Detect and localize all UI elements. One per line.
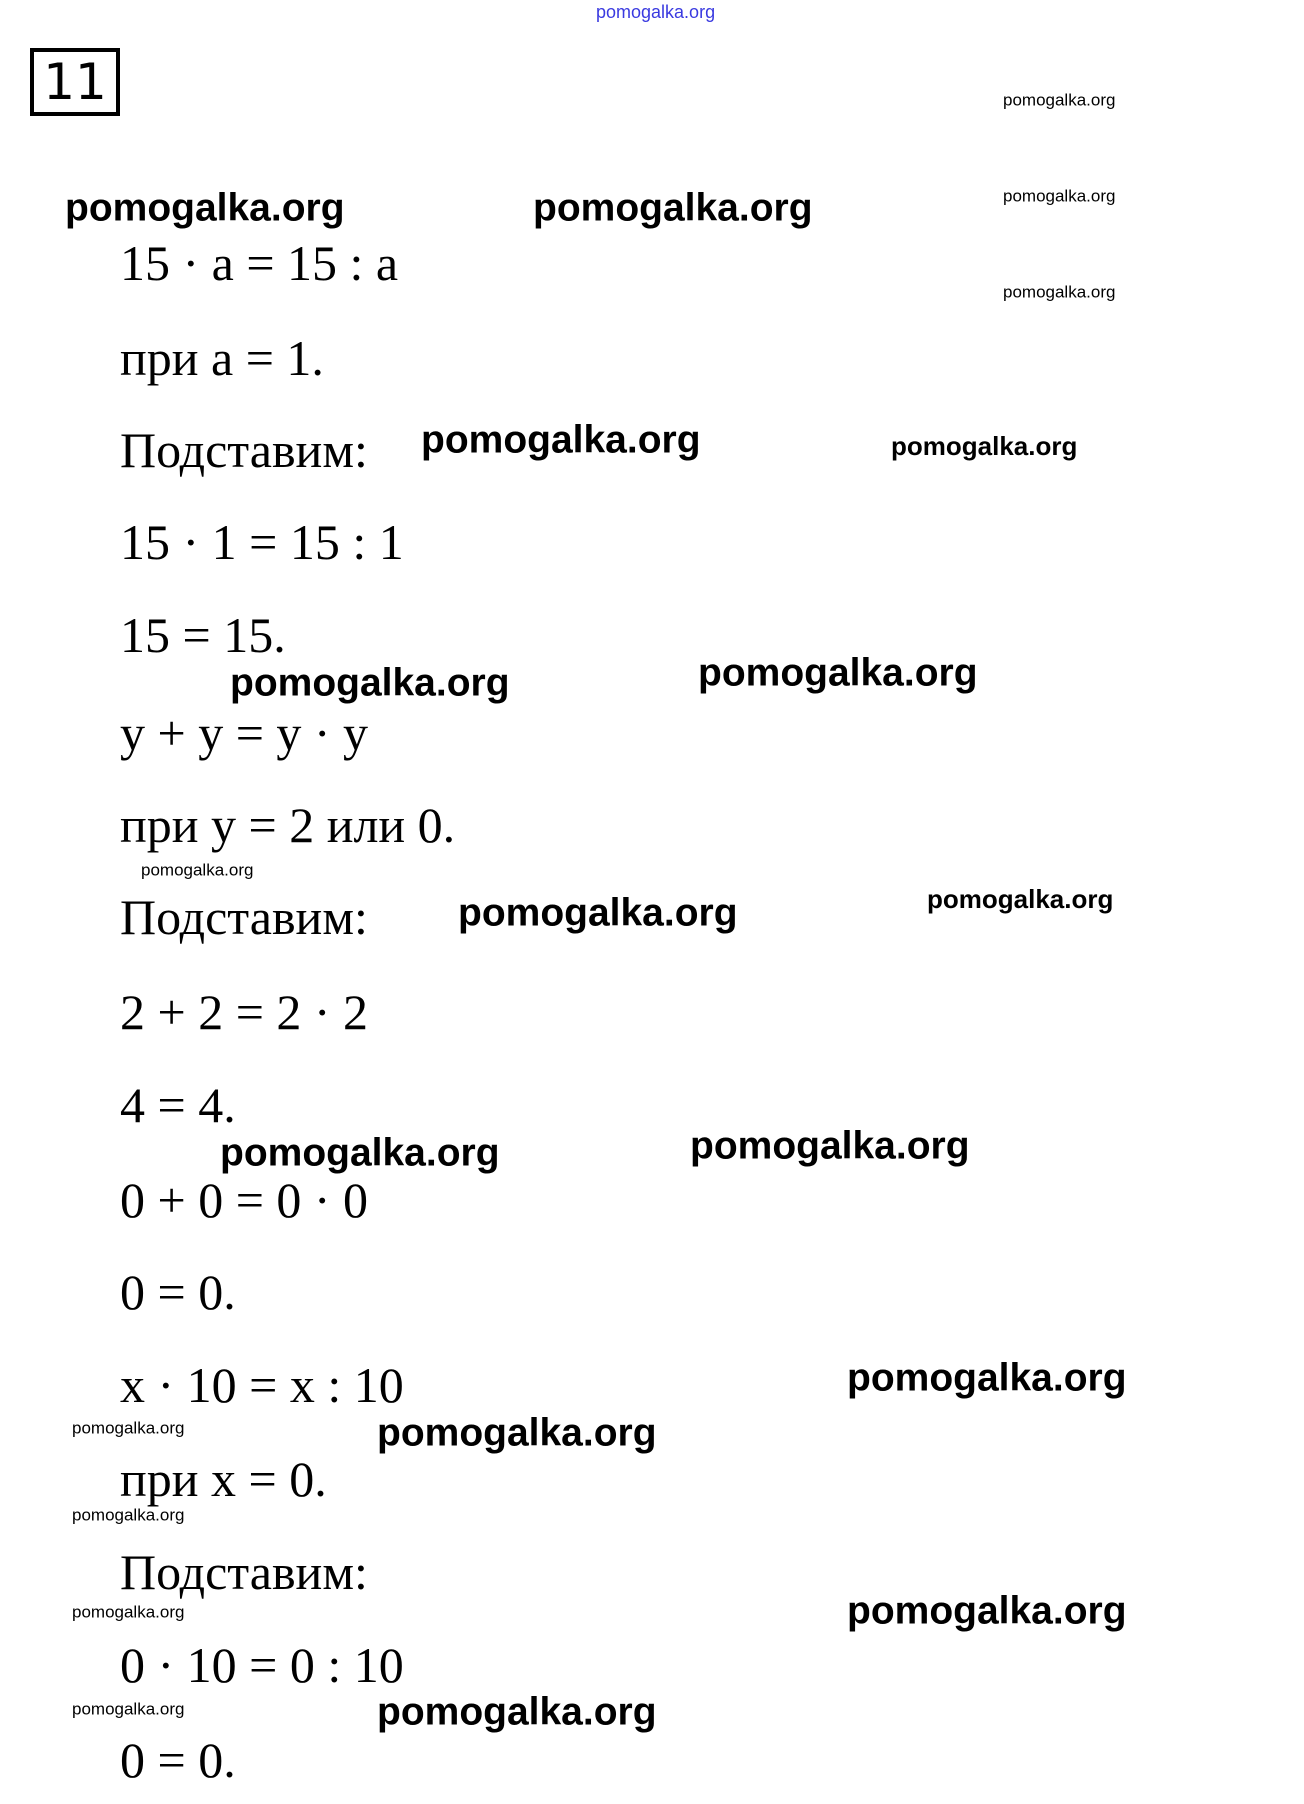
math-line: 0 = 0. (120, 1264, 236, 1320)
watermark: pomogalka.org (891, 431, 1078, 461)
math-line: Подставим: (120, 1544, 368, 1600)
watermark: pomogalka.org (596, 2, 716, 22)
math-line: Подставим: (120, 889, 368, 945)
watermark: pomogalka.org (141, 860, 254, 880)
math-line: при y = 2 или 0. (120, 797, 456, 853)
watermark: pomogalka.org (72, 1418, 185, 1438)
watermark: pomogalka.org (458, 891, 738, 935)
watermark: pomogalka.org (377, 1690, 657, 1734)
watermark: pomogalka.org (72, 1699, 185, 1719)
watermark: pomogalka.org (65, 186, 345, 230)
watermark: pomogalka.org (927, 884, 1114, 914)
watermark: pomogalka.org (421, 418, 701, 462)
watermark: pomogalka.org (1003, 90, 1116, 110)
math-line: 0 · 10 = 0 : 10 (120, 1637, 404, 1693)
watermark: pomogalka.org (533, 186, 813, 230)
math-line: 15 = 15. (120, 607, 286, 663)
watermark: pomogalka.org (72, 1505, 185, 1525)
math-line: 0 + 0 = 0 · 0 (120, 1172, 369, 1228)
watermark: pomogalka.org (698, 651, 978, 695)
watermark: pomogalka.org (230, 661, 510, 705)
problem-number: 11 (30, 48, 120, 116)
watermark: pomogalka.org (1003, 282, 1116, 302)
math-line: при a = 1. (120, 330, 324, 386)
math-line: 15 · 1 = 15 : 1 (120, 514, 404, 570)
watermark: pomogalka.org (220, 1131, 500, 1175)
math-line: Подставим: (120, 422, 368, 478)
math-line: при x = 0. (120, 1451, 327, 1507)
math-line: 0 = 0. (120, 1732, 236, 1788)
math-line: 15 · a = 15 : a (120, 235, 399, 291)
math-line: 2 + 2 = 2 · 2 (120, 984, 369, 1040)
watermark: pomogalka.org (847, 1356, 1127, 1400)
watermark: pomogalka.org (1003, 186, 1116, 206)
watermark: pomogalka.org (72, 1602, 185, 1622)
math-line: y + y = y · y (120, 705, 369, 761)
watermark: pomogalka.org (377, 1411, 657, 1455)
math-line: x · 10 = x : 10 (120, 1357, 404, 1413)
watermark: pomogalka.org (847, 1589, 1127, 1633)
math-line: 4 = 4. (120, 1077, 236, 1133)
watermark: pomogalka.org (690, 1124, 970, 1168)
